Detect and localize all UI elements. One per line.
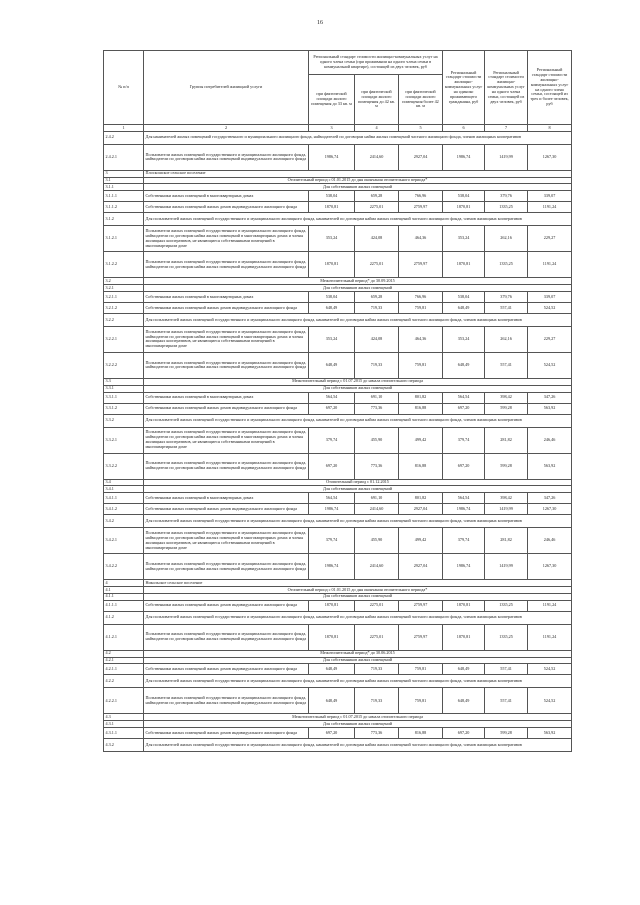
cost-value: 759,81	[399, 688, 443, 714]
cost-value: 801,82	[399, 493, 443, 504]
row-number: 3.4	[104, 479, 144, 486]
table-row	[104, 392, 572, 403]
subsection-heading: Для пользователей жилых помещений государственного и муниципального жилищного фонда, нанимателей по договорам найма жилых помещений частного жилищного фонда, членов жилищных кооперативов	[144, 313, 572, 326]
settlement-name: Плоскошское сельское поселение	[144, 170, 572, 177]
row-number: 4.1.2.1	[104, 624, 144, 650]
table-row	[104, 170, 572, 177]
cost-value: 524,52	[528, 352, 572, 378]
table-row	[104, 385, 572, 392]
table-row	[104, 721, 572, 728]
subsection-heading: Для пользователей жилых помещений государственного и муниципального жилищного фонда, нанимателей по договорам найма жилых помещений частного жилищного фонда, членов жилищных кооперативов	[144, 213, 572, 226]
subsection-heading: Для пользователей жилых помещений государственного и муниципального жилищного фонда, нанимателей по договорам найма жилых помещений частного жилищного фонда, членов жилищных кооперативов	[144, 675, 572, 688]
cost-value: 697,20	[309, 403, 355, 414]
table-row	[104, 504, 572, 515]
cost-value: 2275,01	[355, 202, 399, 213]
cost-value: 2927,04	[399, 504, 443, 515]
cost-value: 229,27	[528, 326, 572, 352]
row-number: 4.2.2.1	[104, 688, 144, 714]
table-row	[104, 600, 572, 611]
table-row	[104, 252, 572, 278]
header-num: № п/п	[104, 51, 144, 125]
cost-value: 557,41	[485, 352, 528, 378]
header-c6: Региональный стандарт стоимости жилищно-коммунальных услуг на одиноко проживающего гражданина, руб	[443, 51, 485, 125]
cost-value: 1986,74	[443, 554, 485, 580]
period-heading: Для собственников жилых помещений	[144, 285, 572, 292]
column-index: 3	[309, 125, 355, 132]
cost-value: 2759,97	[399, 252, 443, 278]
cost-value: 2759,97	[399, 600, 443, 611]
period-heading: Межотопительный период* до 30.09.2015	[144, 278, 572, 285]
cost-value: 281,82	[485, 427, 528, 453]
row-number: 4	[104, 580, 144, 587]
cost-value: 1191,24	[528, 600, 572, 611]
table-row	[104, 624, 572, 650]
table-row	[104, 184, 572, 191]
table-row	[104, 202, 572, 213]
cost-value: 697,20	[443, 728, 485, 739]
cost-value: 229,27	[528, 226, 572, 252]
period-heading: Для собственников жилых помещений	[144, 385, 572, 392]
cost-value: 499,42	[399, 528, 443, 554]
cost-value: 773,36	[355, 728, 399, 739]
consumer-group: Собственники жилых помещений в многоквартирных домах	[144, 493, 309, 504]
cost-value: 464,36	[399, 326, 443, 352]
header-group: Группы потребителей жилищной услуги	[144, 51, 309, 125]
table-row	[104, 714, 572, 721]
cost-value: 1335,25	[485, 624, 528, 650]
consumer-group: Пользователи жилых помещений государственного и муниципального жилищного фонда, наймодатели по договорам найма жилых помещений индивидуального жилищного фонда	[144, 453, 309, 479]
column-index: 7	[485, 125, 528, 132]
period-heading: Для собственников жилых помещений	[144, 593, 572, 600]
consumer-group: Собственники жилых помещений жилых домов индивидуального жилищного фонда	[144, 728, 309, 739]
column-index: 5	[399, 125, 443, 132]
cost-value: 2927,04	[399, 144, 443, 170]
cost-value: 347,26	[528, 493, 572, 504]
cost-value: 2275,01	[355, 252, 399, 278]
cost-value: 379,74	[309, 528, 355, 554]
table-row	[104, 587, 572, 594]
cost-value: 1419,99	[485, 554, 528, 580]
cost-value: 262,16	[485, 226, 528, 252]
row-number: 3	[104, 170, 144, 177]
cost-value: 379,74	[443, 427, 485, 453]
housing-cost-standards-table	[103, 50, 572, 752]
header-norm-group: Региональный стандарт стоимости жилищно-коммунальных услуг на одного члена семьи (при проживании на одного члена семьи в коммунальной квартире), состоящей из двух человек, руб	[309, 51, 443, 75]
row-number: 2.4.2	[104, 131, 144, 144]
cost-value: 697,20	[443, 403, 485, 414]
period-heading: Отопительный период с 01.01.2015 до дня окончания отопительного периода*	[144, 177, 572, 184]
cost-value: 538,04	[309, 191, 355, 202]
cost-value: 424,08	[355, 226, 399, 252]
table-row	[104, 352, 572, 378]
period-heading: Отопительный период с 01.01.2015 до дня окончания отопительного периода*	[144, 587, 572, 594]
cost-value: 648,49	[309, 302, 355, 313]
cost-value: 648,49	[443, 302, 485, 313]
table-row	[104, 650, 572, 657]
row-number: 3.4.1	[104, 486, 144, 493]
column-index: 4	[355, 125, 399, 132]
cost-value: 659,28	[355, 291, 399, 302]
period-heading: Для собственников жилых помещений	[144, 486, 572, 493]
row-number: 3.4.1.1	[104, 493, 144, 504]
table-row	[104, 285, 572, 292]
period-heading: Для собственников жилых помещений	[144, 184, 572, 191]
cost-value: 1419,99	[485, 504, 528, 515]
cost-value: 2275,01	[355, 624, 399, 650]
page-number: 16	[317, 20, 323, 26]
row-number: 3.2.1.1	[104, 291, 144, 302]
cost-value: 801,82	[399, 392, 443, 403]
cost-value: 353,24	[309, 226, 355, 252]
cost-value: 246,46	[528, 528, 572, 554]
period-heading: Отопительный период с 01.12.2015	[144, 479, 572, 486]
cost-value: 2275,01	[355, 600, 399, 611]
cost-value: 353,24	[309, 326, 355, 352]
consumer-group: Собственники жилых помещений в многоквартирных домах	[144, 191, 309, 202]
cost-value: 564,54	[443, 392, 485, 403]
table-row	[104, 226, 572, 252]
cost-value: 719,33	[355, 664, 399, 675]
cost-value: 599,28	[485, 453, 528, 479]
subsection-heading: Для пользователей жилых помещений государственного и муниципального жилищного фонда, нанимателей по договорам найма жилых помещений частного жилищного фонда, членов жилищных кооперативов	[144, 739, 572, 752]
consumer-group: Собственники жилых помещений жилых домов индивидуального жилищного фонда	[144, 664, 309, 675]
row-number: 3.3.2.2	[104, 453, 144, 479]
table-row	[104, 688, 572, 714]
row-number: 3.1.1.1	[104, 191, 144, 202]
cost-value: 2759,97	[399, 202, 443, 213]
consumer-group: Собственники жилых помещений жилых домов индивидуального жилищного фонда	[144, 504, 309, 515]
cost-value: 1419,99	[485, 144, 528, 170]
row-number: 3.1.2.2	[104, 252, 144, 278]
cost-value: 816,88	[399, 403, 443, 414]
cost-value: 648,49	[443, 688, 485, 714]
cost-value: 648,49	[309, 664, 355, 675]
cost-value: 1267,30	[528, 504, 572, 515]
subsection-heading: Для пользователей жилых помещений государственного и муниципального жилищного фонда, нанимателей по договорам найма жилых помещений частного жилищного фонда, членов жилищных кооперативов	[144, 515, 572, 528]
cost-value: 379,76	[485, 191, 528, 202]
row-number: 3.3.2.1	[104, 427, 144, 453]
consumer-group: Собственники жилых помещений в многоквартирных домах	[144, 291, 309, 302]
table-row	[104, 493, 572, 504]
table-row	[104, 403, 572, 414]
cost-value: 1191,24	[528, 252, 572, 278]
row-number: 4.3.1.1	[104, 728, 144, 739]
header-c7: Региональный стандарт стоимости жилищно-коммунальных услуг на одного члена семьи, состоящей из двух человек, руб	[485, 51, 528, 125]
consumer-group: Собственники жилых помещений жилых домов индивидуального жилищного фонда	[144, 302, 309, 313]
table-row	[104, 278, 572, 285]
row-number: 3.4.2.2	[104, 554, 144, 580]
table-row	[104, 486, 572, 493]
cost-value: 1191,24	[528, 202, 572, 213]
table-row	[104, 611, 572, 624]
row-number: 3.3.1.2	[104, 403, 144, 414]
cost-value: 1335,25	[485, 600, 528, 611]
cost-value: 1986,74	[309, 504, 355, 515]
row-number: 3.2.1	[104, 285, 144, 292]
row-number: 3.1.1.2	[104, 202, 144, 213]
row-number: 4.1.2	[104, 611, 144, 624]
cost-value: 816,88	[399, 728, 443, 739]
cost-value: 557,41	[485, 664, 528, 675]
cost-value: 1870,81	[309, 624, 355, 650]
cost-value: 648,49	[443, 664, 485, 675]
table-row	[104, 131, 572, 144]
row-number: 3.3.1.1	[104, 392, 144, 403]
row-number: 3.4.1.2	[104, 504, 144, 515]
column-index-row	[104, 125, 572, 132]
table-row	[104, 453, 572, 479]
row-number: 4.1.1	[104, 593, 144, 600]
cost-value: 1870,81	[443, 252, 485, 278]
table-row	[104, 528, 572, 554]
cost-value: 262,16	[485, 326, 528, 352]
cost-value: 564,54	[309, 493, 355, 504]
table-row	[104, 739, 572, 752]
row-number: 4.2.1.1	[104, 664, 144, 675]
cost-value: 1870,81	[443, 600, 485, 611]
cost-value: 379,76	[485, 291, 528, 302]
row-number: 4.2	[104, 650, 144, 657]
header-c3: при фактической площади жилого помещения до 33 кв. м	[309, 75, 355, 125]
consumer-group: Пользователи жилых помещений государственного и муниципального жилищного фонда, наймодатели по договорам найма жилых помещений в многоквартирных домах и члены жилищных кооперативов, не являющиеся собственниками помещений в многоквартирном доме	[144, 528, 309, 554]
cost-value: 2414,60	[355, 504, 399, 515]
row-number: 4.1	[104, 587, 144, 594]
row-number: 3.4.2	[104, 515, 144, 528]
table-row	[104, 675, 572, 688]
subsection-heading: Для пользователей жилых помещений государственного и муниципального жилищного фонда, нанимателей по договорам найма жилых помещений частного жилищного фонда, членов жилищных кооперативов	[144, 414, 572, 427]
cost-value: 719,33	[355, 302, 399, 313]
cost-value: 1335,25	[485, 252, 528, 278]
cost-value: 2927,04	[399, 554, 443, 580]
consumer-group: Пользователи жилых помещений государственного и муниципального жилищного фонда, наймодатели по договорам найма жилых помещений индивидуального жилищного фонда	[144, 688, 309, 714]
settlement-name: Никольское сельское поселение	[144, 580, 572, 587]
cost-value: 697,20	[309, 453, 355, 479]
cost-value: 2414,60	[355, 554, 399, 580]
cost-value: 1986,74	[309, 554, 355, 580]
cost-value: 773,36	[355, 403, 399, 414]
table-row	[104, 378, 572, 385]
cost-value: 398,42	[485, 493, 528, 504]
cost-value: 538,04	[443, 191, 485, 202]
cost-value: 524,52	[528, 688, 572, 714]
cost-value: 659,28	[355, 191, 399, 202]
cost-value: 455,90	[355, 528, 399, 554]
header-c5: при фактической площади жилого помещения более 42 кв. м	[399, 75, 443, 125]
table-row	[104, 414, 572, 427]
cost-value: 2414,60	[355, 144, 399, 170]
header-c8: Региональный стандарт стоимости жилищно-коммунальных услуг на одного члена семьи, состоящей из трех и более человек, руб	[528, 51, 572, 125]
cost-value: 816,88	[399, 453, 443, 479]
table-row	[104, 144, 572, 170]
column-index: 1	[104, 125, 144, 132]
cost-value: 524,52	[528, 664, 572, 675]
consumer-group: Пользователи жилых помещений государственного и муниципального жилищного фонда, наймодатели по договорам найма жилых помещений индивидуального жилищного фонда	[144, 352, 309, 378]
row-number: 4.1.1.1	[104, 600, 144, 611]
row-number: 3.2.2	[104, 313, 144, 326]
cost-value: 1870,81	[443, 202, 485, 213]
header-c4: при фактической площади жилого помещения до 42 кв. м	[355, 75, 399, 125]
row-number: 4.3	[104, 714, 144, 721]
cost-value: 564,54	[443, 493, 485, 504]
cost-value: 398,42	[485, 392, 528, 403]
consumer-group: Пользователи жилых помещений государственного и муниципального жилищного фонда, наймодатели по договорам найма жилых помещений в многоквартирных домах и члены жилищных кооперативов, не являющиеся собственниками помещений в многоквартирном доме	[144, 326, 309, 352]
cost-value: 697,20	[309, 728, 355, 739]
cost-value: 564,54	[309, 392, 355, 403]
table-row	[104, 313, 572, 326]
cost-value: 563,92	[528, 403, 572, 414]
cost-value: 379,74	[443, 528, 485, 554]
cost-value: 719,33	[355, 688, 399, 714]
consumer-group: Пользователи жилых помещений государственного и муниципального жилищного фонда, наймодатели по договорам найма жилых помещений индивидуального жилищного фонда	[144, 144, 309, 170]
cost-value: 759,81	[399, 302, 443, 313]
period-heading: Для собственников жилых помещений	[144, 721, 572, 728]
cost-value: 455,90	[355, 427, 399, 453]
row-number: 4.3.2	[104, 739, 144, 752]
period-heading: Межотопительный период с 01.07.2015 до начала отопительного периода	[144, 714, 572, 721]
row-number: 3.2	[104, 278, 144, 285]
period-heading: Межотопительный период* до 30.06.2015	[144, 650, 572, 657]
row-number: 4.2.1	[104, 657, 144, 664]
cost-value: 353,24	[443, 226, 485, 252]
consumer-group: Пользователи жилых помещений государственного и муниципального жилищного фонда, наймодатели по договорам найма жилых помещений в многоквартирных домах и члены жилищных кооперативов, не являющиеся собственниками помещений в многоквартирном доме	[144, 226, 309, 252]
table-row	[104, 191, 572, 202]
consumer-group: Собственники жилых помещений в многоквартирных домах	[144, 392, 309, 403]
row-number: 2.4.2.1	[104, 144, 144, 170]
consumer-group: Собственники жилых помещений жилых домов индивидуального жилищного фонда	[144, 403, 309, 414]
cost-value: 648,49	[309, 352, 355, 378]
cost-value: 1870,81	[309, 202, 355, 213]
cost-value: 648,49	[309, 688, 355, 714]
cost-value: 339,07	[528, 291, 572, 302]
cost-value: 538,04	[443, 291, 485, 302]
cost-value: 563,92	[528, 728, 572, 739]
row-number: 4.2.2	[104, 675, 144, 688]
cost-value: 766,96	[399, 191, 443, 202]
cost-value: 1986,74	[443, 144, 485, 170]
row-number: 3.1.2	[104, 213, 144, 226]
cost-value: 599,28	[485, 403, 528, 414]
row-number: 3.2.2.2	[104, 352, 144, 378]
cost-value: 353,24	[443, 326, 485, 352]
table-row	[104, 302, 572, 313]
cost-value: 347,26	[528, 392, 572, 403]
row-number: 3.3.2	[104, 414, 144, 427]
cost-value: 1986,74	[309, 144, 355, 170]
table-body	[104, 131, 572, 751]
period-heading: Межотопительный период с 01.07.2015 до начала отопительного периода	[144, 378, 572, 385]
cost-value: 2759,97	[399, 624, 443, 650]
column-index: 2	[144, 125, 309, 132]
cost-value: 697,20	[443, 453, 485, 479]
cost-value: 1870,81	[309, 252, 355, 278]
table-row	[104, 515, 572, 528]
table-row	[104, 593, 572, 600]
cost-value: 538,04	[309, 291, 355, 302]
table-row	[104, 728, 572, 739]
cost-value: 563,92	[528, 453, 572, 479]
consumer-group: Собственники жилых помещений жилых домов индивидуального жилищного фонда	[144, 600, 309, 611]
row-number: 3.2.2.1	[104, 326, 144, 352]
row-number: 3.4.2.1	[104, 528, 144, 554]
table-row	[104, 326, 572, 352]
cost-value: 691,10	[355, 392, 399, 403]
row-number: 3.3	[104, 378, 144, 385]
table-row	[104, 580, 572, 587]
cost-value: 759,81	[399, 664, 443, 675]
column-index: 6	[443, 125, 485, 132]
cost-value: 557,41	[485, 688, 528, 714]
cost-value: 424,08	[355, 326, 399, 352]
cost-value: 339,07	[528, 191, 572, 202]
table-row	[104, 213, 572, 226]
cost-value: 719,33	[355, 352, 399, 378]
row-number: 3.1	[104, 177, 144, 184]
table-row	[104, 177, 572, 184]
cost-value: 499,42	[399, 427, 443, 453]
table-row	[104, 427, 572, 453]
cost-value: 1870,81	[443, 624, 485, 650]
cost-value: 246,46	[528, 427, 572, 453]
row-number: 4.3.1	[104, 721, 144, 728]
table-row	[104, 479, 572, 486]
cost-value: 281,82	[485, 528, 528, 554]
cost-value: 773,36	[355, 453, 399, 479]
consumer-group: Собственники жилых помещений жилых домов индивидуального жилищного фонда	[144, 202, 309, 213]
cost-value: 524,52	[528, 302, 572, 313]
consumer-group: Пользователи жилых помещений государственного и муниципального жилищного фонда, наймодатели по договорам найма жилых помещений в многоквартирных домах и члены жилищных кооперативов, не являющиеся собственниками помещений в многоквартирном доме	[144, 427, 309, 453]
table-row	[104, 657, 572, 664]
cost-value: 1267,30	[528, 144, 572, 170]
cost-value: 648,49	[443, 352, 485, 378]
consumer-group: Пользователи жилых помещений государственного и муниципального жилищного фонда, наймодатели по договорам найма жилых помещений индивидуального жилищного фонда	[144, 554, 309, 580]
consumer-group: Пользователи жилых помещений государственного и муниципального жилищного фонда, наймодатели по договорам найма жилых помещений индивидуального жилищного фонда	[144, 252, 309, 278]
consumer-group: Пользователи жилых помещений государственного и муниципального жилищного фонда, наймодатели по договорам найма жилых помещений индивидуального жилищного фонда	[144, 624, 309, 650]
row-number: 3.1.1	[104, 184, 144, 191]
cost-value: 1335,25	[485, 202, 528, 213]
table-row	[104, 291, 572, 302]
cost-value: 464,36	[399, 226, 443, 252]
cost-value: 1986,74	[443, 504, 485, 515]
subsection-heading: Для нанимателей жилых помещений государственного и муниципального жилищного фонда, наймодателей по договорам найма жилых помещений частного жилищного фонда, членов жилищных кооперативов	[144, 131, 572, 144]
cost-value: 691,10	[355, 493, 399, 504]
row-number: 3.1.2.1	[104, 226, 144, 252]
cost-value: 557,41	[485, 302, 528, 313]
cost-value: 1870,81	[309, 600, 355, 611]
subsection-heading: Для пользователей жилых помещений государственного и муниципального жилищного фонда, нанимателей по договорам найма жилых помещений частного жилищного фонда, членов жилищных кооперативов	[144, 611, 572, 624]
cost-value: 766,96	[399, 291, 443, 302]
cost-value: 379,74	[309, 427, 355, 453]
period-heading: Для собственников жилых помещений	[144, 657, 572, 664]
cost-value: 759,81	[399, 352, 443, 378]
cost-value: 599,28	[485, 728, 528, 739]
table-row	[104, 664, 572, 675]
cost-value: 1191,24	[528, 624, 572, 650]
cost-value: 1267,30	[528, 554, 572, 580]
row-number: 3.2.1.2	[104, 302, 144, 313]
row-number: 3.3.1	[104, 385, 144, 392]
table-row	[104, 554, 572, 580]
column-index: 8	[528, 125, 572, 132]
